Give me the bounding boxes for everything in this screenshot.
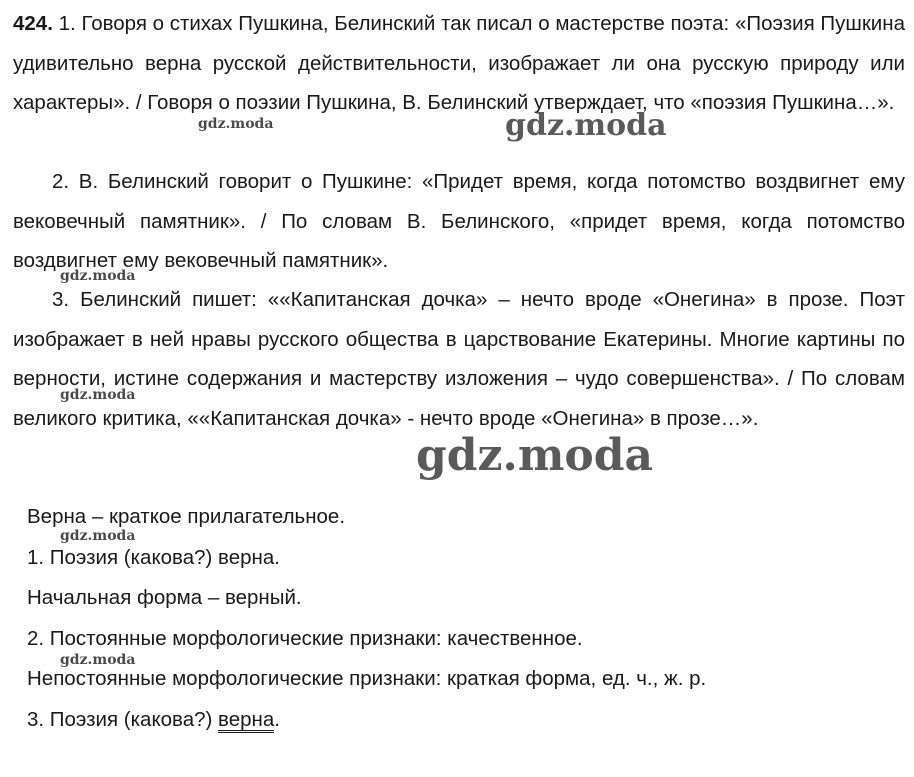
analysis-line-6-prefix: 3. Поэзия (какова?) <box>27 707 219 731</box>
analysis-line-3: Начальная форма – верный. <box>27 586 302 609</box>
analysis-line-4: 2. Постоянные морфологические признаки: качественное. <box>27 626 583 650</box>
exercise-number: 424. <box>13 12 53 35</box>
watermark-small: gdz.moda <box>60 652 136 668</box>
analysis-line-2: 1. Поэзия (какова?) верна. <box>27 545 280 569</box>
watermark-mid: gdz.moda <box>505 108 667 143</box>
analysis-line-6 <box>27 700 897 741</box>
analysis-line-6-suffix: . <box>274 707 280 731</box>
watermark-small: gdz.moda <box>60 528 136 544</box>
paragraph-3: 3. Белинский пишет: ««Капитанская дочка» – нечто вроде «Онегина» в прозе. Поэт изображает в ней нравы русского общества в царствование Екатерины. Многие картины по верности, истине содержания и мастерству изложения – чудо совершенства». / По словам великого критика, ««Капитанская дочка» - нечто вроде «Онегина» в прозе…». <box>13 288 905 430</box>
paragraph-1 <box>13 4 905 123</box>
watermark-small: gdz.moda <box>60 387 136 403</box>
watermark-small: gdz.moda <box>198 116 274 132</box>
analysis-line-1: Верна – краткое прилагательное. <box>27 505 346 528</box>
watermark-big: gdz.moda <box>416 430 654 481</box>
paragraph-1-text: 1. Говоря о стихах Пушкина, Белинский так писал о мастерстве поэта: «Поэзия Пушкина удивительно верна русской действительности, изображает ли она русскую природу или характеры». / Говоря о поэзии Пушкина, В. Белинский утверждает, что «поэзия Пушкина…». <box>13 12 905 114</box>
analysis-line-5: Непостоянные морфологические признаки: краткая форма, ед. ч., ж. р. <box>27 667 707 690</box>
paragraph-2: 2. В. Белинский говорит о Пушкине: «Придет время, когда потомство воздвигнет ему вековечный памятник». / По словам В. Белинского, «придет время, когда потомство воздвигнет ему вековечный памятник». <box>13 170 905 272</box>
predicate-underlined-word: верна <box>218 710 274 734</box>
analysis-block <box>27 497 897 740</box>
watermark-small: gdz.moda <box>60 268 136 284</box>
